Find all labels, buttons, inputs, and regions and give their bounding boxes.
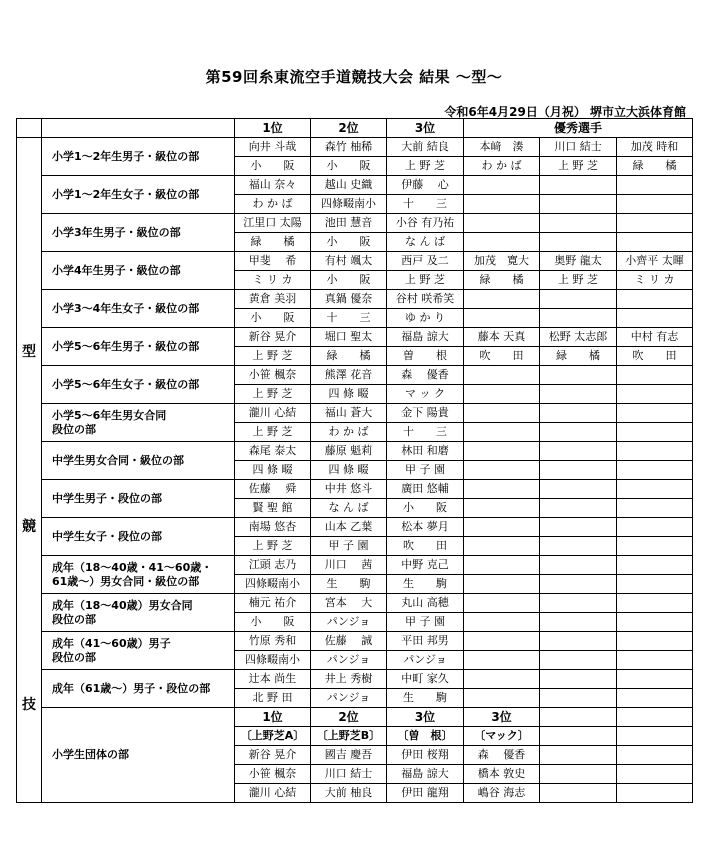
- excellent-player-dojo: [617, 537, 693, 556]
- winner-name: 中野 克己: [387, 556, 464, 575]
- excellent-player-name: [464, 480, 540, 499]
- winner-name: 宮本 大: [311, 594, 387, 613]
- result-row-names: [17, 670, 693, 689]
- winner-name: 佐藤 舜: [235, 480, 311, 499]
- excellent-player-name: [617, 670, 693, 689]
- winner-dojo: な ん ば: [387, 233, 464, 252]
- category-label: 小学5〜6年生女子・級位の部: [42, 366, 235, 404]
- excellent-player-name: [464, 176, 540, 195]
- excellent-player-dojo: [617, 309, 693, 328]
- excellent-player-name: 加茂 時和: [617, 138, 693, 157]
- winner-name: 向井 斗哉: [235, 138, 311, 157]
- team-name: 〔上野芝A〕: [235, 727, 311, 746]
- blank-cell: [540, 727, 617, 746]
- excellent-player-name: 中村 有志: [617, 328, 693, 347]
- excellent-player-dojo: [464, 195, 540, 214]
- excellent-player-dojo: [617, 461, 693, 480]
- excellent-player-name: [540, 176, 617, 195]
- result-row-names: [17, 556, 693, 575]
- excellent-player-dojo: [617, 423, 693, 442]
- category-label: 中学生男女合同・級位の部: [42, 442, 235, 480]
- winner-dojo: 四條畷南小: [311, 195, 387, 214]
- first-place-header: 1位: [235, 119, 311, 138]
- winner-dojo: 生 駒: [311, 575, 387, 594]
- team-place-header: 1位: [235, 708, 311, 727]
- excellent-player-dojo: [464, 651, 540, 670]
- winner-dojo: マ ッ ク: [387, 385, 464, 404]
- winner-dojo: 十 三: [387, 423, 464, 442]
- winner-name: 有村 颯太: [311, 252, 387, 271]
- winner-name: 松本 夢月: [387, 518, 464, 537]
- winner-name: 谷村 咲希笑: [387, 290, 464, 309]
- category-label: 小学1〜2年生男子・級位の部: [42, 138, 235, 176]
- winner-dojo: 曽 根: [387, 347, 464, 366]
- excellent-player-name: [617, 290, 693, 309]
- winner-name: 金下 陽貴: [387, 404, 464, 423]
- winner-dojo: 甲 子 園: [387, 613, 464, 632]
- winner-name: 中町 家久: [387, 670, 464, 689]
- excellent-player-dojo: [540, 689, 617, 708]
- category-label: 小学3〜4年生女子・級位の部: [42, 290, 235, 328]
- winner-name: 森竹 柚稀: [311, 138, 387, 157]
- category-label: 成年（61歳〜）男子・段位の部: [42, 670, 235, 708]
- excellent-player-name: [540, 594, 617, 613]
- blank-cell: [540, 765, 617, 784]
- result-row-names: [17, 518, 693, 537]
- winner-dojo: 四 條 畷: [311, 461, 387, 480]
- excellent-player-name: [464, 442, 540, 461]
- excellent-player-name: [540, 214, 617, 233]
- category-header: [42, 119, 235, 138]
- team-member-name: 國吉 慶吾: [311, 746, 387, 765]
- excellent-player-name: 松野 太志郎: [540, 328, 617, 347]
- winner-name: 藤原 魁莉: [311, 442, 387, 461]
- excellent-player-name: [617, 176, 693, 195]
- team-name: 〔上野芝B〕: [311, 727, 387, 746]
- team-name: 〔マック〕: [464, 727, 540, 746]
- excellent-player-dojo: [464, 499, 540, 518]
- blank-cell: [617, 746, 693, 765]
- category-label: 中学生女子・段位の部: [42, 518, 235, 556]
- excellent-player-dojo: [540, 195, 617, 214]
- winner-name: 井上 秀樹: [311, 670, 387, 689]
- winner-dojo: わ か ば: [235, 195, 311, 214]
- excellent-player-name: [617, 632, 693, 651]
- side-label-char: 競: [22, 519, 36, 535]
- excellent-player-name: [464, 670, 540, 689]
- winner-dojo: 上 野 芝: [235, 347, 311, 366]
- excellent-player-name: [540, 556, 617, 575]
- excellent-player-dojo: [617, 613, 693, 632]
- result-row-names: [17, 328, 693, 347]
- excellent-player-dojo: [540, 499, 617, 518]
- excellent-player-dojo: [540, 613, 617, 632]
- winner-dojo: わ か ば: [311, 423, 387, 442]
- excellent-player-dojo: [464, 233, 540, 252]
- blank-cell: [540, 746, 617, 765]
- excellent-player-dojo: 上 野 芝: [540, 271, 617, 290]
- excellent-player-name: [617, 366, 693, 385]
- category-label: 成年（41〜60歳）男子 段位の部: [42, 632, 235, 670]
- result-row-names: [17, 176, 693, 195]
- category-label: 小学4年生男子・級位の部: [42, 252, 235, 290]
- excellent-player-name: [540, 632, 617, 651]
- excellent-player-dojo: [464, 461, 540, 480]
- excellent-player-name: [617, 442, 693, 461]
- excellent-player-name: [540, 404, 617, 423]
- blank-cell: [617, 727, 693, 746]
- team-member-name: 新谷 晃介: [235, 746, 311, 765]
- excellent-player-dojo: 緑 橘: [464, 271, 540, 290]
- winner-name: 越山 史織: [311, 176, 387, 195]
- winner-dojo: 賢 聖 館: [235, 499, 311, 518]
- excellent-player-name: [540, 480, 617, 499]
- result-row-names: [17, 594, 693, 613]
- team-member-name: 伊田 桜翔: [387, 746, 464, 765]
- excellent-player-dojo: [464, 689, 540, 708]
- winner-dojo: 四條畷南小: [235, 651, 311, 670]
- excellent-player-name: 本﨑 湊: [464, 138, 540, 157]
- winner-name: 山本 乙葉: [311, 518, 387, 537]
- result-row-names: [17, 252, 693, 271]
- winner-dojo: な ん ば: [311, 499, 387, 518]
- team-member-name: 小笹 楓奈: [235, 765, 311, 784]
- winner-name: 中井 悠斗: [311, 480, 387, 499]
- excellent-player-dojo: [540, 651, 617, 670]
- winner-dojo: 吹 田: [387, 537, 464, 556]
- winner-dojo: 緑 橘: [235, 233, 311, 252]
- excellent-player-name: [464, 404, 540, 423]
- blank-cell: [540, 784, 617, 803]
- winner-name: 福島 諒大: [387, 328, 464, 347]
- winner-name: 丸山 高穂: [387, 594, 464, 613]
- winner-dojo: 小 阪: [387, 499, 464, 518]
- third-place-header: 3位: [387, 119, 464, 138]
- team-member-name: 瀧川 心結: [235, 784, 311, 803]
- winner-dojo: 四條畷南小: [235, 575, 311, 594]
- document-title: 第59回糸東流空手道競技大会 結果 〜型〜: [205, 68, 503, 86]
- winner-dojo: 小 阪: [311, 271, 387, 290]
- excellent-player-dojo: 緑 橘: [617, 157, 693, 176]
- result-row-names: [17, 632, 693, 651]
- excellent-player-dojo: [464, 423, 540, 442]
- team-header-row: [17, 708, 693, 727]
- excellent-player-dojo: [617, 195, 693, 214]
- winner-name: 真鍋 優奈: [311, 290, 387, 309]
- team-member-name: 大前 柚良: [311, 784, 387, 803]
- category-label: 中学生男子・段位の部: [42, 480, 235, 518]
- corner-cell: [17, 119, 42, 138]
- blank-cell: [617, 765, 693, 784]
- excellent-player-name: 加茂 寛大: [464, 252, 540, 271]
- winner-name: 新谷 晃介: [235, 328, 311, 347]
- category-label: 小学5〜6年生男女合同 段位の部: [42, 404, 235, 442]
- winner-name: 福山 奈々: [235, 176, 311, 195]
- winner-name: 辻本 尚生: [235, 670, 311, 689]
- header-row: [17, 119, 693, 138]
- excellent-player-dojo: 吹 田: [464, 347, 540, 366]
- winner-name: 平田 邦男: [387, 632, 464, 651]
- winner-name: 廣田 悠輔: [387, 480, 464, 499]
- winner-name: 林田 和磨: [387, 442, 464, 461]
- excellent-player-dojo: [617, 499, 693, 518]
- blank-cell: [617, 784, 693, 803]
- category-label: 成年（18〜40歳）男女合同 段位の部: [42, 594, 235, 632]
- winner-name: 森 優香: [387, 366, 464, 385]
- result-row-names: [17, 214, 693, 233]
- winner-name: 大前 結良: [387, 138, 464, 157]
- team-place-header: 2位: [311, 708, 387, 727]
- team-name: 〔曽 根〕: [387, 727, 464, 746]
- excellent-player-dojo: [464, 385, 540, 404]
- excellent-player-name: [464, 518, 540, 537]
- blank-cell: [540, 708, 617, 727]
- excellent-player-name: [617, 214, 693, 233]
- result-row-names: [17, 480, 693, 499]
- winner-name: 南場 悠杏: [235, 518, 311, 537]
- excellent-player-name: [540, 366, 617, 385]
- excellent-player-dojo: わ か ば: [464, 157, 540, 176]
- excellent-player-name: [540, 442, 617, 461]
- team-member-name: 伊田 龍翔: [387, 784, 464, 803]
- excellent-player-name: [617, 594, 693, 613]
- winner-name: 小谷 有乃祐: [387, 214, 464, 233]
- winner-name: 西戸 及二: [387, 252, 464, 271]
- excellent-player-dojo: ミ リ カ: [617, 271, 693, 290]
- excellent-player-dojo: [617, 575, 693, 594]
- winner-dojo: 北 野 田: [235, 689, 311, 708]
- winner-dojo: 上 野 芝: [235, 385, 311, 404]
- winner-dojo: 小 阪: [235, 309, 311, 328]
- excellent-player-dojo: [540, 461, 617, 480]
- excellent-player-dojo: [617, 651, 693, 670]
- category-label: 小学3年生男子・級位の部: [42, 214, 235, 252]
- excellent-player-dojo: [464, 613, 540, 632]
- winner-name: 伊藤 心: [387, 176, 464, 195]
- result-row-names: [17, 138, 693, 157]
- winner-dojo: 十 三: [387, 195, 464, 214]
- excellent-player-name: [464, 366, 540, 385]
- winner-name: 熊澤 花音: [311, 366, 387, 385]
- event-date-venue: 令和6年4月29日（月祝） 堺市立大浜体育館: [444, 105, 686, 119]
- winner-dojo: 四 條 畷: [235, 461, 311, 480]
- winner-dojo: パンジョ: [311, 689, 387, 708]
- excellent-player-dojo: [464, 309, 540, 328]
- winner-name: 佐藤 誠: [311, 632, 387, 651]
- winner-dojo: 緑 橘: [311, 347, 387, 366]
- winner-dojo: 十 三: [311, 309, 387, 328]
- excellent-player-name: 川口 結士: [540, 138, 617, 157]
- winner-dojo: パンジョ: [311, 651, 387, 670]
- excellent-player-name: [617, 518, 693, 537]
- excellent-player-dojo: [617, 233, 693, 252]
- category-label: 成年（18〜40歳・41〜60歳・ 61歳〜）男女合同・級位の部: [42, 556, 235, 594]
- excellent-player-name: [464, 290, 540, 309]
- excellent-player-dojo: [540, 575, 617, 594]
- team-member-name: 福島 諒大: [387, 765, 464, 784]
- winner-dojo: 甲 子 園: [387, 461, 464, 480]
- winner-name: 森尾 泰太: [235, 442, 311, 461]
- result-row-names: [17, 404, 693, 423]
- excellent-player-dojo: [617, 385, 693, 404]
- excellent-player-name: [617, 404, 693, 423]
- winner-dojo: 上 野 芝: [387, 157, 464, 176]
- winner-name: 福山 蒼大: [311, 404, 387, 423]
- excellent-player-dojo: 吹 田: [617, 347, 693, 366]
- result-row-names: [17, 366, 693, 385]
- excellent-player-name: [540, 518, 617, 537]
- result-row-names: [17, 442, 693, 461]
- excellent-player-name: [464, 214, 540, 233]
- team-place-header: 3位: [464, 708, 540, 727]
- excellent-player-name: [464, 594, 540, 613]
- winner-dojo: 上 野 芝: [235, 423, 311, 442]
- second-place-header: 2位: [311, 119, 387, 138]
- excellent-player-dojo: [464, 575, 540, 594]
- excellent-player-name: 藤本 天真: [464, 328, 540, 347]
- team-category-label: 小学生団体の部: [42, 708, 235, 803]
- winner-dojo: 小 阪: [235, 157, 311, 176]
- excellent-player-dojo: [617, 689, 693, 708]
- winner-name: 江頭 志乃: [235, 556, 311, 575]
- winner-dojo: 生 駒: [387, 575, 464, 594]
- winner-dojo: ゆ か り: [387, 309, 464, 328]
- winner-dojo: 生 駒: [387, 689, 464, 708]
- winner-dojo: 上 野 芝: [235, 537, 311, 556]
- winner-name: 堀口 聖太: [311, 328, 387, 347]
- excellent-player-dojo: 緑 橘: [540, 347, 617, 366]
- results-table: [16, 118, 693, 803]
- winner-dojo: ミ リ カ: [235, 271, 311, 290]
- winner-name: 甲斐 希: [235, 252, 311, 271]
- winner-name: 瀧川 心結: [235, 404, 311, 423]
- kata-kyogi-side-label: [17, 138, 42, 803]
- winner-name: 江里口 太陽: [235, 214, 311, 233]
- winner-dojo: 小 阪: [311, 157, 387, 176]
- side-label-char: 技: [22, 697, 36, 713]
- category-label: 小学1〜2年生女子・級位の部: [42, 176, 235, 214]
- team-member-name: 嶋谷 海志: [464, 784, 540, 803]
- team-member-name: 川口 結士: [311, 765, 387, 784]
- winner-name: 池田 慧音: [311, 214, 387, 233]
- excellent-player-dojo: [540, 537, 617, 556]
- winner-name: 楠元 祐介: [235, 594, 311, 613]
- team-member-name: 橋本 敦史: [464, 765, 540, 784]
- excellent-player-name: [540, 290, 617, 309]
- winner-name: 川口 茜: [311, 556, 387, 575]
- winner-dojo: 甲 子 園: [311, 537, 387, 556]
- team-member-name: 森 優香: [464, 746, 540, 765]
- excellent-player-dojo: [464, 537, 540, 556]
- winner-dojo: パンジョ: [311, 613, 387, 632]
- excellent-player-dojo: [540, 233, 617, 252]
- excellent-player-dojo: [540, 385, 617, 404]
- winner-dojo: 上 野 芝: [387, 271, 464, 290]
- excellent-player-dojo: [540, 423, 617, 442]
- winner-dojo: 四 條 畷: [311, 385, 387, 404]
- category-label: 小学5〜6年生男子・級位の部: [42, 328, 235, 366]
- excellent-player-name: [617, 556, 693, 575]
- excellent-player-name: [540, 670, 617, 689]
- winner-name: 竹原 秀和: [235, 632, 311, 651]
- winner-dojo: 小 阪: [235, 613, 311, 632]
- excellent-player-name: [617, 480, 693, 499]
- winner-dojo: 小 阪: [311, 233, 387, 252]
- winner-name: 黄倉 美羽: [235, 290, 311, 309]
- excellent-player-name: [464, 556, 540, 575]
- blank-cell: [617, 708, 693, 727]
- excellent-player-name: 奥野 龍太: [540, 252, 617, 271]
- excellent-player-header: 優秀選手: [464, 119, 693, 138]
- excellent-player-dojo: 上 野 芝: [540, 157, 617, 176]
- winner-name: 小笹 楓奈: [235, 366, 311, 385]
- excellent-player-dojo: [540, 309, 617, 328]
- excellent-player-name: 小齊平 太暉: [617, 252, 693, 271]
- team-place-header: 3位: [387, 708, 464, 727]
- result-row-names: [17, 290, 693, 309]
- winner-dojo: パンジョ: [387, 651, 464, 670]
- side-label-char: 型: [22, 344, 36, 360]
- excellent-player-name: [464, 632, 540, 651]
